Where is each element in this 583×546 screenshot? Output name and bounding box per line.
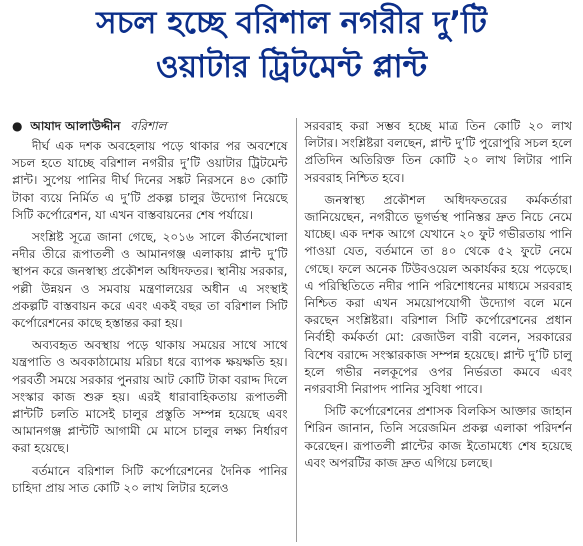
paragraph-continued: সরবরাহ করা সম্ভব হচ্ছে মাত্র তিন কোটি ২০ লাখ লিটার। সংশ্লিষ্টরা বলছেন, প্লান্ট দু’টি পুরোপুরি সচল হলে প্রতিদিন অতিরিক্ত তিন কোটি ২০ লাখ লিটার পানি সরবরাহ নিশ্চিত হবে। (304, 119, 572, 185)
paragraph: বর্তমানে বরিশাল সিটি কর্পোরেশনের দৈনিক পানির চাহিদা প্রায় সাত কোটি ২০ লাখ লিটার হলেও (12, 463, 288, 495)
reporter-name: আযাদ আলাউদ্দীন (30, 119, 121, 133)
paragraph: দীর্ঘ এক দশক অবহেলায় পড়ে থাকার পর অবশেষে সচল হতে যাচ্ছে বরিশাল নগরীর দু’টি ওয়াটার ট্রিটমেন্ট প্লান্ট। সুপেয় পানির দীর্ঘ দিনের সঙ্কট নিরসনে ৪৩ কোটি টাকা ব্যয়ে নির্মিত এ দু’টি প্রকল্প চালুর উদ্যোগ নিয়েছে সিটি কর্পোরেশন, যা এখন বাস্তবায়নের শেষ পর্যায়ে। (12, 139, 288, 222)
paragraph: সংশ্লিষ্ট সূত্রে জানা গেছে, ২০১৬ সালে কীর্তনখোলা নদীর তীরে রূপাতলী ও আমানগঞ্জ এলাকায় প্লান্ট দু’টি স্থাপন করে জনস্বাস্থ্য প্রকৌশল অধিদফতর। স্থানীয় সরকার, পল্লী উন্নয়ন ও সমবায় মন্ত্রণালয়ের অধীন এ সংস্থাই প্রকল্পটি বাস্তবায়ন করে এবং একই বছর তা বরিশাল সিটি কর্পোরেশনের কাছে হস্তান্তর করা হয়। (12, 230, 288, 331)
dateline-location: বরিশাল (130, 119, 167, 133)
left-column (12, 118, 288, 542)
article-body (12, 118, 572, 542)
paragraph: জনস্বাস্থ্য প্রকৌশল অধিদফতরের কর্মকর্তারা জানিয়েছেন, নগরীতে ভূগর্ভস্থ পানিস্তর দ্রুত নিচে নেমে যাচ্ছে। এক দশক আগে যেখানে ২০ ফুট গভীরতায় পানি পাওয়া যেত, বর্তমানে তা ৪০ থেকে ৫২ ফুটে নেমে গেছে। ফলে অনেক টিউবওয়েল অকার্যকর হয়ে পড়েছে। এ পরিস্থিতিতে নদীর পানি পরিশোধনের মাধ্যমে সরবরাহ নিশ্চিত করা এখন সময়োপযোগী উদ্যোগ বলে মনে করছেন সংশ্লিষ্টরা। বরিশাল সিটি কর্পোরেশনের প্রধান নির্বাহী কর্মকর্তা মো: রেজাউল বারী বলেন, সরকারের বিশেষ বরাদ্দে সংস্কারকাজ সম্পন্ন হয়েছে। প্লান্ট দু’টি চালু হলে গভীর নলকূপের ওপর নির্ভরতা কমবে এবং নগরবাসী নিরাপদ পানির সুবিধা পাবে। (304, 192, 572, 397)
right-column (296, 118, 573, 542)
headline-line-1: সচল হচ্ছে বরিশাল নগরীর দু’টি (96, 5, 487, 41)
headline-line-2: ওয়াটার ট্রিটমেন্ট প্লান্ট (156, 49, 427, 85)
paragraph: সিটি কর্পোরেশনের প্রশাসক বিলকিস আক্তার জাহান শিরিন জানান, তিনি সরেজমিন প্রকল্প এলাকা পরিদর্শন করেছেন। রূপাতলী প্লান্টের কাজ ইতোমধ্যে শেষ হয়েছে এবং অপরটির কাজ দ্রুত এগিয়ে চলছে। (304, 404, 572, 470)
headline (0, 4, 583, 86)
byline (12, 118, 288, 134)
paragraph: অব্যবহৃত অবস্থায় পড়ে থাকায় সময়ের সাথে সাথে যন্ত্রপাতি ও অবকাঠামোয় মরিচা ধরে ব্যাপক ক্ষয়ক্ষতি হয়। পরবর্তী সময়ে সরকার পুনরায় আট কোটি টাকা বরাদ্দ দিলে সংস্কার কাজ শুরু হয়। এরই ধারাবাহিকতায় রূপাতলী প্লান্টটি চলতি মাসেই চালুর প্রস্তুতি সম্পন্ন হয়েছে এবং আমানগঞ্জ প্লান্টটি আগামী মে মাসে চালুর লক্ষ্য নির্ধারণ করা হয়েছে। (12, 338, 288, 456)
bullet-icon: ● (12, 119, 23, 133)
